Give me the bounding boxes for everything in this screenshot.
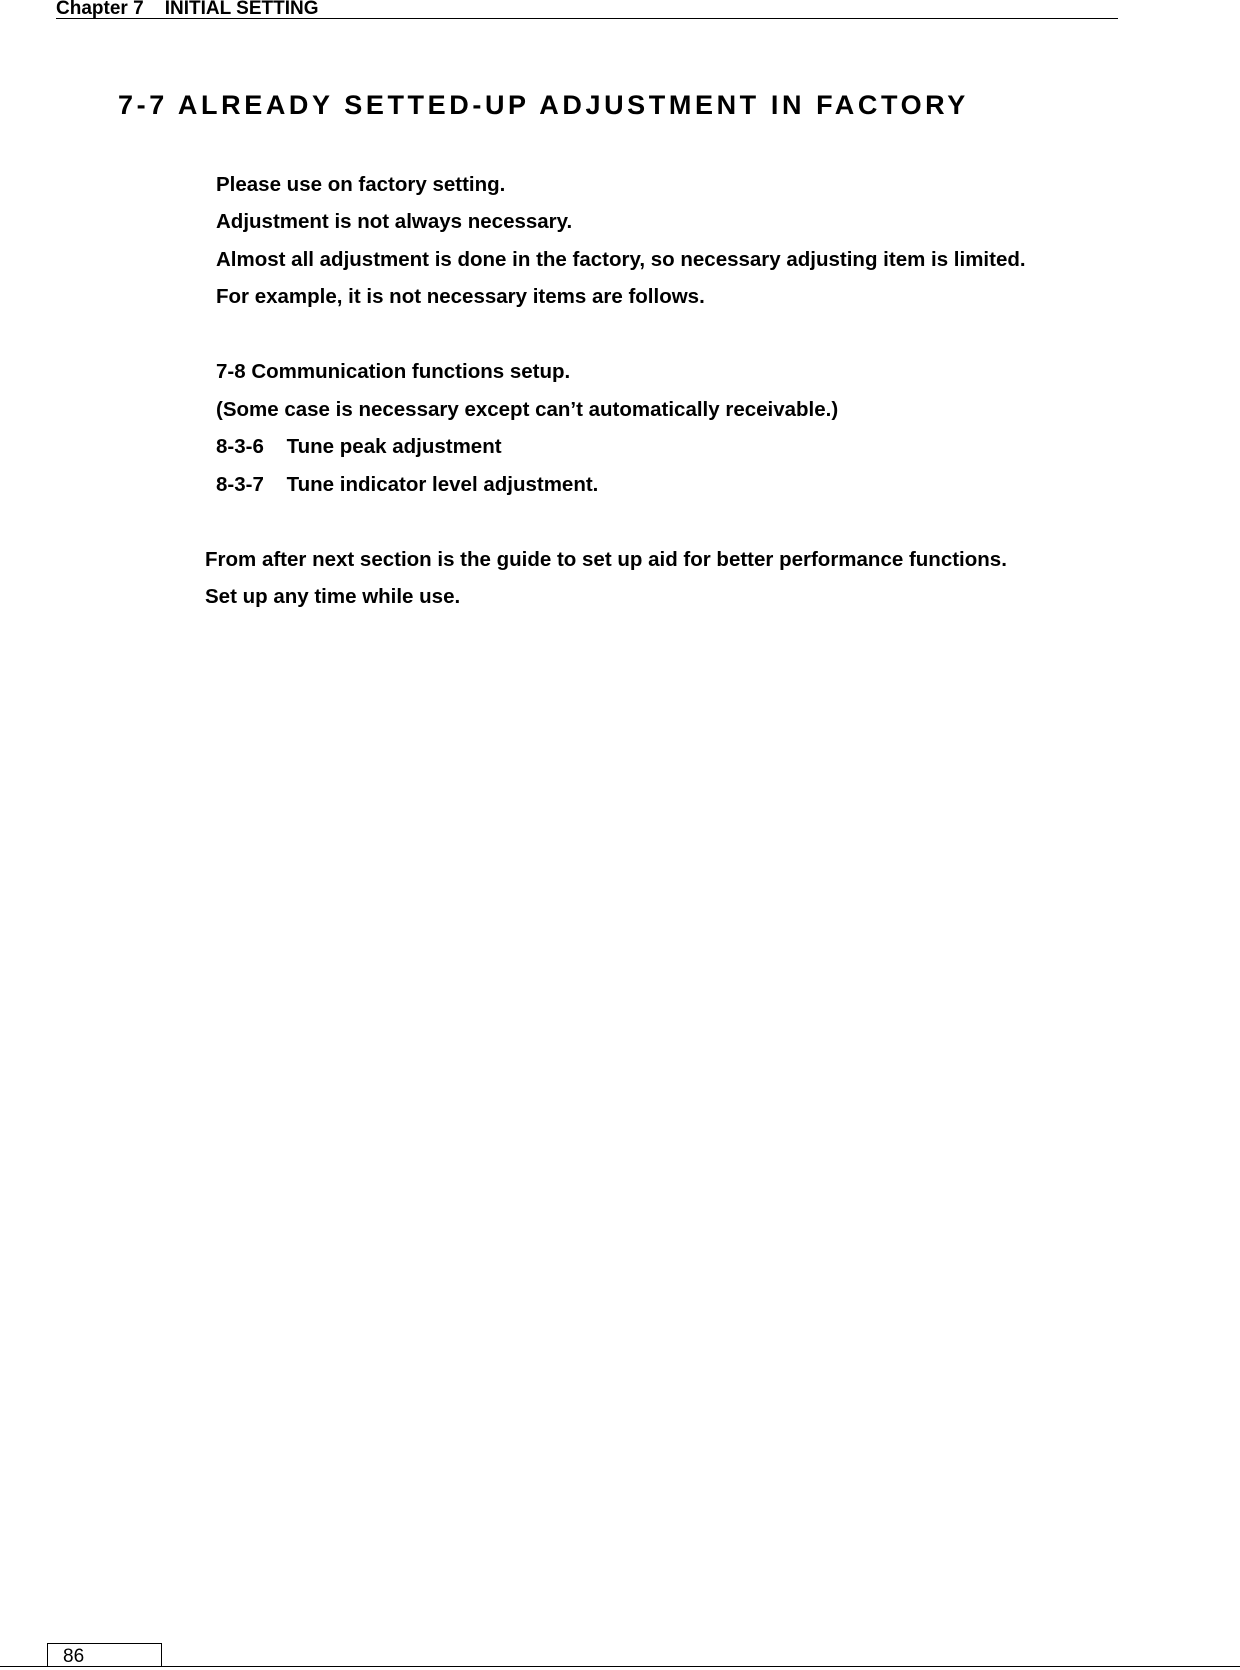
intro-line: For example, it is not necessary items are follows. [216,285,705,308]
chapter-header: Chapter 7 INITIAL SETTING [56,0,1118,19]
closing-line: From after next section is the guide to set up aid for better performance functions. [205,548,1007,571]
section-title: 7-7 ALREADY SETTED-UP ADJUSTMENT IN FACTORY [118,90,969,120]
page-number: 86 [47,1643,162,1667]
item-line: 8-3-7 Tune indicator level adjustment. [216,473,599,496]
intro-line: Almost all adjustment is done in the factory, so necessary adjusting item is limited. [216,248,1026,271]
footer-divider [0,1666,1240,1667]
item-line: (Some case is necessary except can’t automatically receivable.) [216,398,839,421]
intro-line: Please use on factory setting. [216,173,506,196]
item-line: 8-3-6 Tune peak adjustment [216,435,502,458]
closing-line: Set up any time while use. [205,585,461,608]
item-line: 7-8 Communication functions setup. [216,360,571,383]
intro-line: Adjustment is not always necessary. [216,210,573,233]
